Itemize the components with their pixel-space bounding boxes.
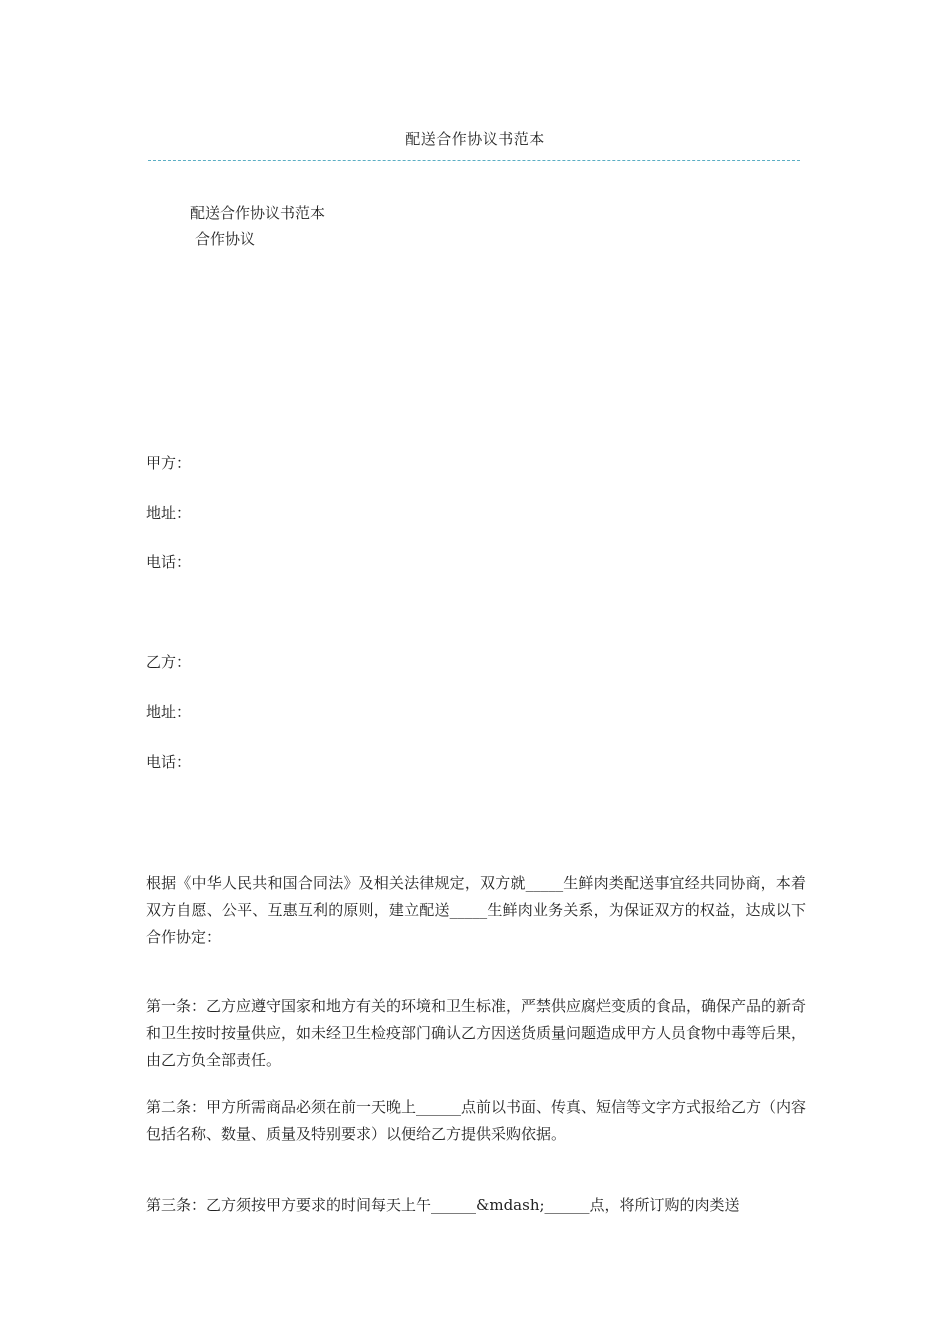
party-a-name-label: 甲方： [146, 454, 192, 472]
party-b-name-label: 乙方： [146, 653, 192, 671]
party-a-address-label: 地址： [146, 504, 192, 522]
party-b-phone-label: 电话： [146, 753, 192, 771]
article-1: 第一条：乙方应遵守国家和地方有关的环境和卫生标准，严禁供应腐烂变质的食品，确保产品的新奇和卫生按时按量供应，如未经卫生检疫部门确认乙方因送货质量问题造成甲方人员食物中毒等后果，由乙方负全部责任。 [146, 997, 807, 1069]
header-divider [148, 160, 800, 161]
document-title: 配送合作协议书范本 [190, 204, 326, 222]
article-2: 第二条：甲方所需商品必须在前一天晚上______点前以书面、传真、短信等文字方式报给乙方（内容包括名称、数量、质量及特别要求）以便给乙方提供采购依据。 [146, 1098, 807, 1143]
article-3: 第三条：乙方须按甲方要求的时间每天上午______&mdash;______点，将所订购的肉类送 [146, 1196, 740, 1214]
document-subtitle: 合作协议 [195, 230, 256, 248]
header-title: 配送合作协议书范本 [405, 130, 545, 148]
party-b-address-label: 地址： [146, 703, 192, 721]
party-a-phone-label: 电话： [146, 553, 192, 571]
intro-paragraph: 根据《中华人民共和国合同法》及相关法律规定，双方就_____生鲜肉类配送事宜经共同协商，本着双方自愿、公平、互惠互利的原则，建立配送_____生鲜肉业务关系，为保证双方的权益，达成以下合作协定： [146, 874, 806, 946]
